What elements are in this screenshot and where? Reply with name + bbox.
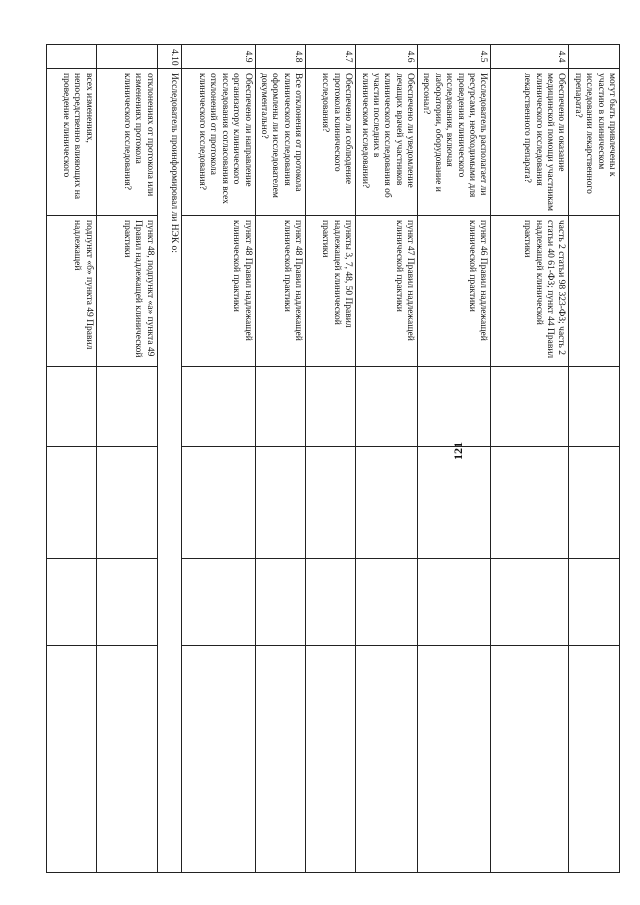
empty-cell (181, 559, 255, 646)
table-row (46, 45, 96, 873)
empty-cell (356, 646, 418, 873)
table-row (306, 45, 356, 873)
row-number: 4.10 (157, 45, 181, 69)
empty-cell (306, 646, 356, 873)
empty-cell (491, 447, 569, 559)
empty-cell (46, 646, 96, 873)
table-row (96, 45, 157, 873)
row-reference: подпункт «б» пункта 49 Правил надлежащей (46, 216, 96, 367)
empty-cell (569, 559, 620, 646)
table-row (418, 45, 491, 873)
row-number: 4.6 (356, 45, 418, 69)
row-question: Исследователь располагает ли ресурсами, необходимыми для проведения клинического исследования, включая лаборатории, оборудование и персонал? (418, 69, 491, 216)
table-row (255, 45, 306, 873)
empty-cell (255, 646, 306, 873)
empty-cell (306, 367, 356, 447)
table-row (356, 45, 418, 873)
row-reference: пункт 46 Правил надлежащей клинической практики (418, 216, 491, 367)
empty-cell (356, 367, 418, 447)
row-reference: пункты 3, 7, 48, 50 Правил надлежащей клинической практики (306, 216, 356, 367)
empty-cell (306, 447, 356, 559)
empty-cell (46, 447, 96, 559)
empty-cell (491, 559, 569, 646)
empty-cell (356, 447, 418, 559)
empty-cell (96, 447, 157, 559)
row-question-merged: Исследователь проинформировал ли НЭК о: (157, 69, 181, 873)
table-row (157, 45, 181, 873)
empty-cell (569, 447, 620, 559)
row-reference: пункт 48, подпункт «а» пункта 49 Правил надлежащей клинической практики (96, 216, 157, 367)
row-number (46, 45, 96, 69)
checklist-table-wrapper (60, 44, 620, 872)
empty-cell (96, 367, 157, 447)
row-number: 4.8 (255, 45, 306, 69)
empty-cell (491, 367, 569, 447)
empty-cell (46, 559, 96, 646)
empty-cell (181, 447, 255, 559)
row-question: Все отклонения от протокола клинического исследования оформлены ли исследователем документально? (255, 69, 306, 216)
row-question: Обеспечено ли направление организатору клинического исследования согласования всех отклонений от протокола клинического исследования? (181, 69, 255, 216)
table-row (569, 45, 620, 873)
row-question: Обеспечено ли соблюдение протокола клинического исследования? (306, 69, 356, 216)
row-question: отклонениях от протокола или изменениях протокола клинического исследования? (96, 69, 157, 216)
row-number (96, 45, 157, 69)
empty-cell (418, 559, 491, 646)
row-number: 4.9 (181, 45, 255, 69)
empty-cell (569, 367, 620, 447)
checklist-table (46, 44, 620, 873)
page-number: 121 (451, 442, 465, 460)
table-row (181, 45, 255, 873)
row-question: могут быть привлечены к участию в клиническом исследовании лекарственного препарата? (569, 69, 620, 216)
empty-cell (356, 559, 418, 646)
empty-cell (46, 367, 96, 447)
row-question: Обеспечено ли оказание медицинской помощи участникам клинического исследования лекарственного препарата? (491, 69, 569, 216)
row-reference: пункт 48 Правил надлежащей клинической практики (255, 216, 306, 367)
row-number (569, 45, 620, 69)
row-number: 4.4 (491, 45, 569, 69)
row-reference: часть 2 статьи 98 323-ФЗ; часть 2 статьи 40 61-ФЗ; пункт 44 Правил надлежащей клинической практики (491, 216, 569, 367)
empty-cell (96, 559, 157, 646)
row-reference: пункт 47 Правил надлежащей клинической практики (356, 216, 418, 367)
empty-cell (418, 646, 491, 873)
empty-cell (255, 447, 306, 559)
row-number: 4.5 (418, 45, 491, 69)
empty-cell (418, 447, 491, 559)
empty-cell (255, 559, 306, 646)
table-row (491, 45, 569, 873)
empty-cell (569, 646, 620, 873)
row-reference: пункт 48 Правил надлежащей клинической практики (181, 216, 255, 367)
empty-cell (181, 367, 255, 447)
empty-cell (96, 646, 157, 873)
empty-cell (255, 367, 306, 447)
row-question: всех изменениях, непосредственно влияющих на проведение клинического (46, 69, 96, 216)
empty-cell (181, 646, 255, 873)
row-question: Обеспечено ли уведомление лечащих врачей участников клинического исследования об участии последних в клиническом исследовании? (356, 69, 418, 216)
empty-cell (306, 559, 356, 646)
empty-cell (491, 646, 569, 873)
row-reference (569, 216, 620, 367)
empty-cell (418, 367, 491, 447)
row-number: 4.7 (306, 45, 356, 69)
